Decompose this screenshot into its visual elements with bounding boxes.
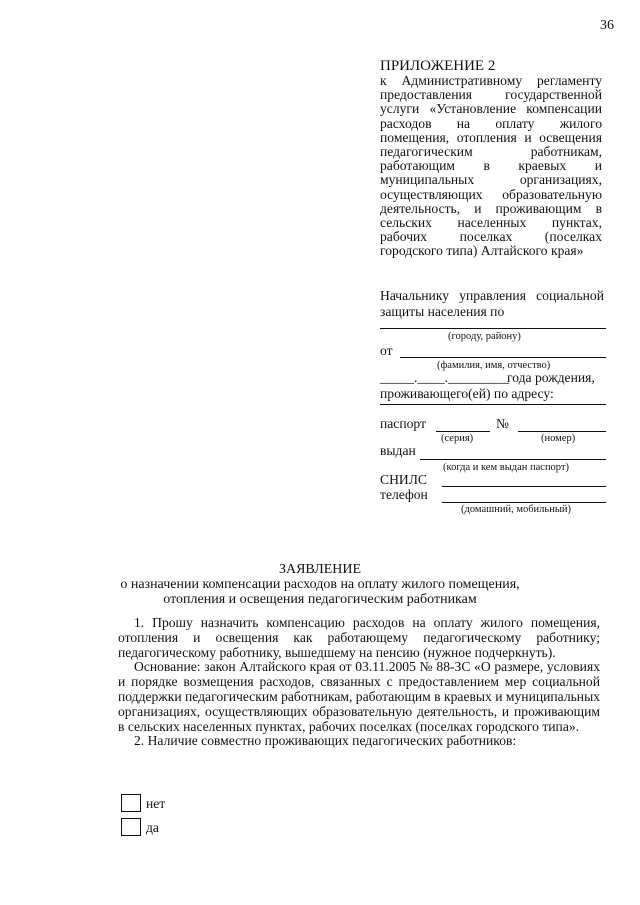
statement-heading [0, 562, 640, 607]
passport-number-line [518, 431, 606, 432]
number-sign: № [496, 416, 509, 431]
statement-subtitle-1: о назначении компенсации расходов на оплату жилого помещения, [120, 577, 520, 592]
birth-suffix: года рождения, [507, 370, 595, 385]
paragraph-cohabitants: 2. Наличие совместно проживающих педагогических работников: [134, 733, 517, 749]
issued-line [420, 459, 606, 460]
hint-number: (номер) [541, 433, 576, 444]
address-label: проживающего(ей) по адресу: [380, 386, 554, 401]
hint-issued: (когда и кем выдан паспорт) [443, 462, 570, 473]
checkbox-no-label: нет [146, 796, 166, 811]
paragraph-basis: Основание: закон Алтайского края от 03.11.2005 № 88-ЗС «О размере, условиях и порядке возмещения расходов, связанных с предоставлением мер социальной поддержки педагогическим работникам, работающим в краевых и муниципальных организациях, осуществляющих образовательную деятельность, и проживающим в сельских населенных пунктах, рабочих поселках (поселках городского типа». [118, 659, 601, 734]
checkbox-yes-label: да [146, 820, 159, 835]
passport-label: паспорт [380, 416, 426, 431]
hint-fio: (фамилия, имя, отчество) [437, 360, 551, 371]
page-number: 36 [600, 18, 614, 33]
appendix-title: ПРИЛОЖЕНИЕ 2 [380, 58, 496, 74]
city-line [380, 328, 606, 329]
address-line [380, 404, 606, 405]
statement-body [118, 616, 600, 749]
addressee-text: Начальнику управления социальной защиты населения по [380, 288, 604, 319]
passport-series-line [436, 431, 490, 432]
checkbox-no[interactable] [121, 794, 141, 812]
from-label: от [380, 343, 393, 358]
phone-label: телефон [380, 487, 428, 502]
appendix-text: к Административному регламенту предоставления государственной услуги «Установление компенсации расходов на оплату жилого помещения, отопления и освещения педагогическим работникам, работающим в краевых и муниципальных организациях, осуществляющих образовательную деятельность, и проживающим в сельских населенных пунктах, рабочих поселках (поселках городского типа) Алтайского края» [380, 73, 602, 259]
statement-subtitle-2: отопления и освещения педагогическим работникам [163, 592, 477, 607]
fio-line [400, 357, 606, 358]
paragraph-request: 1. Прошу назначить компенсацию расходов на оплату жилого помещения, отопления и освещения как работающему педагогическому работнику; педагогическому работнику, вышедшему на пенсию (нужное подчеркнуть). [118, 615, 600, 660]
snils-line [442, 486, 606, 487]
checkbox-yes[interactable] [121, 818, 141, 836]
appendix-block [380, 58, 602, 259]
phone-line [442, 502, 606, 503]
hint-city: (городу, району) [448, 331, 521, 342]
hint-phone: (домашний, мобильный) [461, 504, 571, 515]
statement-title: ЗАЯВЛЕНИЕ [278, 562, 362, 577]
birth-date-field: _____.____._________ [380, 370, 510, 385]
hint-series: (серия) [441, 433, 474, 444]
issued-label: выдан [380, 443, 416, 458]
snils-label: СНИЛС [380, 472, 427, 487]
